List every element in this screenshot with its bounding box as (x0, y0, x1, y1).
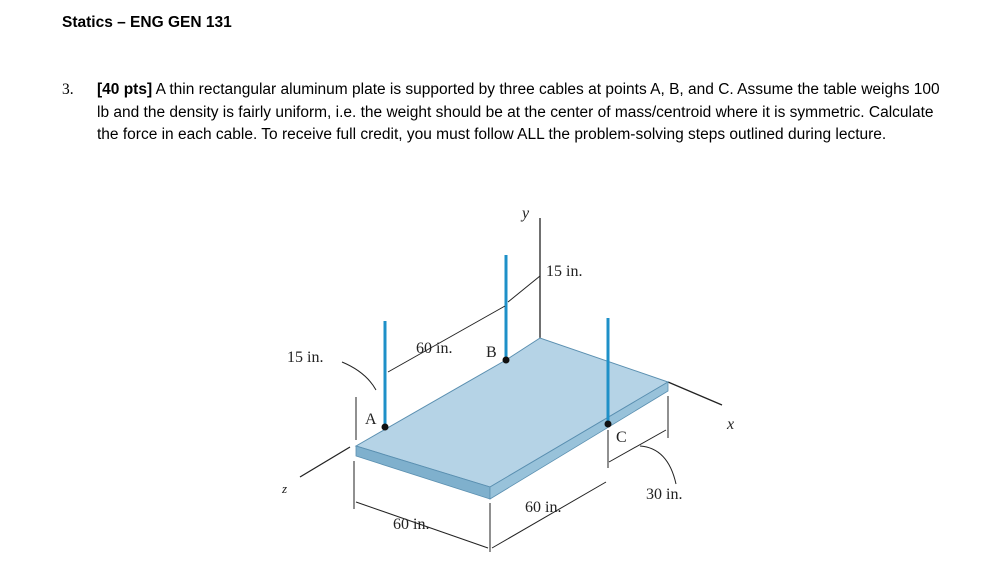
problem-points: [40 pts] (97, 81, 153, 98)
dim-top-15-label: 15 in. (546, 263, 583, 280)
dim-left-15-line (342, 362, 376, 390)
point-b-label: B (486, 344, 497, 361)
x-axis-label: x (727, 416, 735, 433)
dim-right-30-label: 30 in. (646, 486, 683, 503)
dim-left-15-label: 15 in. (287, 349, 324, 366)
dim-bottom-60-right-label: 60 in. (525, 499, 562, 516)
point-c-label: C (616, 429, 627, 446)
y-axis-label: y (522, 205, 530, 222)
problem-text: A thin rectangular aluminum plate is supported by three cables at points A, B, and C. Assume the table weighs 100 lb and the density is fairly uniform, i.e. the weight should be at the center of mass/centroid where it is symmetric. Calculate the force in each cable. To receive full credit, you must follow ALL the problem-solving steps outlined during lecture. (97, 81, 940, 143)
dim-top-15-line (508, 276, 540, 302)
point-b-marker (503, 357, 510, 364)
x-axis (668, 382, 722, 405)
z-axis (300, 447, 350, 477)
dim-bottom-60-left-label: 60 in. (393, 516, 430, 533)
point-a-label: A (365, 411, 377, 428)
point-a-marker (382, 424, 389, 431)
z-axis-label: z (282, 481, 288, 496)
problem-number: 3. (62, 81, 74, 98)
dim-top-60-line (388, 306, 505, 372)
course-header: Statics – ENG GEN 131 (62, 14, 232, 31)
dim-right-30-leader (640, 446, 676, 484)
point-c-marker (605, 421, 612, 428)
dim-top-60-label: 60 in. (416, 340, 453, 357)
